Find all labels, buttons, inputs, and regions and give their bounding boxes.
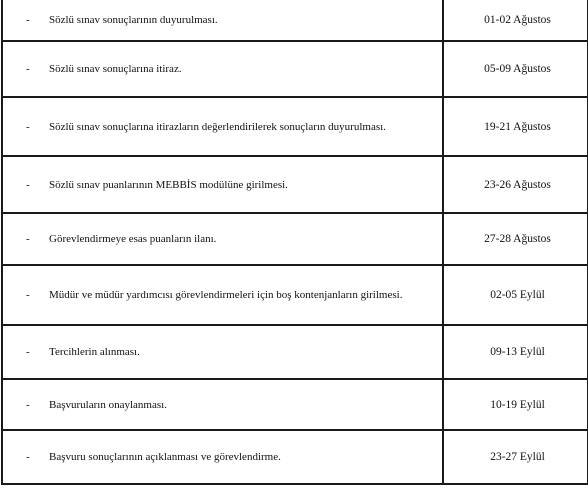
date-text: 02-05 Eylül xyxy=(490,289,545,301)
activity-text: Görevlendirmeye esas puanların ilanı. xyxy=(49,233,217,245)
date-cell xyxy=(443,0,588,41)
table-row xyxy=(2,265,588,325)
date-text: 10-19 Eylül xyxy=(490,398,545,411)
row-bullet: - xyxy=(26,233,30,245)
date-text: 09-13 Eylül xyxy=(490,346,545,358)
date-text: 23-26 Ağustos xyxy=(484,178,551,191)
activity-cell xyxy=(2,41,443,97)
table-row xyxy=(2,41,588,97)
date-text: 05-09 Ağustos xyxy=(484,63,551,75)
activity-cell xyxy=(2,325,443,379)
activity-text: Sözlü sınav sonuçlarının duyurulması. xyxy=(49,13,218,26)
row-bullet: - xyxy=(26,289,30,301)
date-cell xyxy=(443,379,588,430)
row-bullet: - xyxy=(26,178,30,191)
date-text: 23-27 Eylül xyxy=(490,451,545,463)
date-text: 19-21 Ağustos xyxy=(484,120,551,133)
activity-cell xyxy=(2,265,443,325)
activity-text: Sözlü sınav puanlarının MEBBİS modülüne girilmesi. xyxy=(49,178,288,191)
activity-text: Sözlü sınav sonuçlarına itirazların değerlendirilerek sonuçların duyurulması. xyxy=(49,120,386,133)
table-row xyxy=(2,379,588,430)
date-text: 01-02 Ağustos xyxy=(484,13,551,26)
activity-text: Tercihlerin alınması. xyxy=(49,346,140,358)
activity-text: Başvuru sonuçlarının açıklanması ve görevlendirme. xyxy=(49,451,281,463)
table-row xyxy=(2,0,588,41)
date-cell xyxy=(443,325,588,379)
date-cell xyxy=(443,430,588,484)
date-cell xyxy=(443,41,588,97)
table-row xyxy=(2,430,588,484)
activity-text: Müdür ve müdür yardımcısı görevlendirmeleri için boş kontenjanların girilmesi. xyxy=(49,289,403,301)
row-bullet: - xyxy=(26,63,30,75)
table-row xyxy=(2,97,588,156)
table-row xyxy=(2,156,588,213)
activity-cell xyxy=(2,97,443,156)
table-row xyxy=(2,325,588,379)
activity-text: Sözlü sınav sonuçlarına itiraz. xyxy=(49,63,182,75)
activity-cell xyxy=(2,0,443,41)
row-bullet: - xyxy=(26,451,30,463)
date-cell xyxy=(443,265,588,325)
date-cell xyxy=(443,156,588,213)
activity-cell xyxy=(2,213,443,265)
activity-cell xyxy=(2,379,443,430)
activity-text: Başvuruların onaylanması. xyxy=(49,398,167,411)
date-cell xyxy=(443,97,588,156)
row-bullet: - xyxy=(26,346,30,358)
row-bullet: - xyxy=(26,398,30,411)
schedule-table xyxy=(1,0,588,485)
table-row xyxy=(2,213,588,265)
date-cell xyxy=(443,213,588,265)
activity-cell xyxy=(2,430,443,484)
row-bullet: - xyxy=(26,13,30,26)
row-bullet: - xyxy=(26,120,30,133)
activity-cell xyxy=(2,156,443,213)
date-text: 27-28 Ağustos xyxy=(484,233,551,245)
